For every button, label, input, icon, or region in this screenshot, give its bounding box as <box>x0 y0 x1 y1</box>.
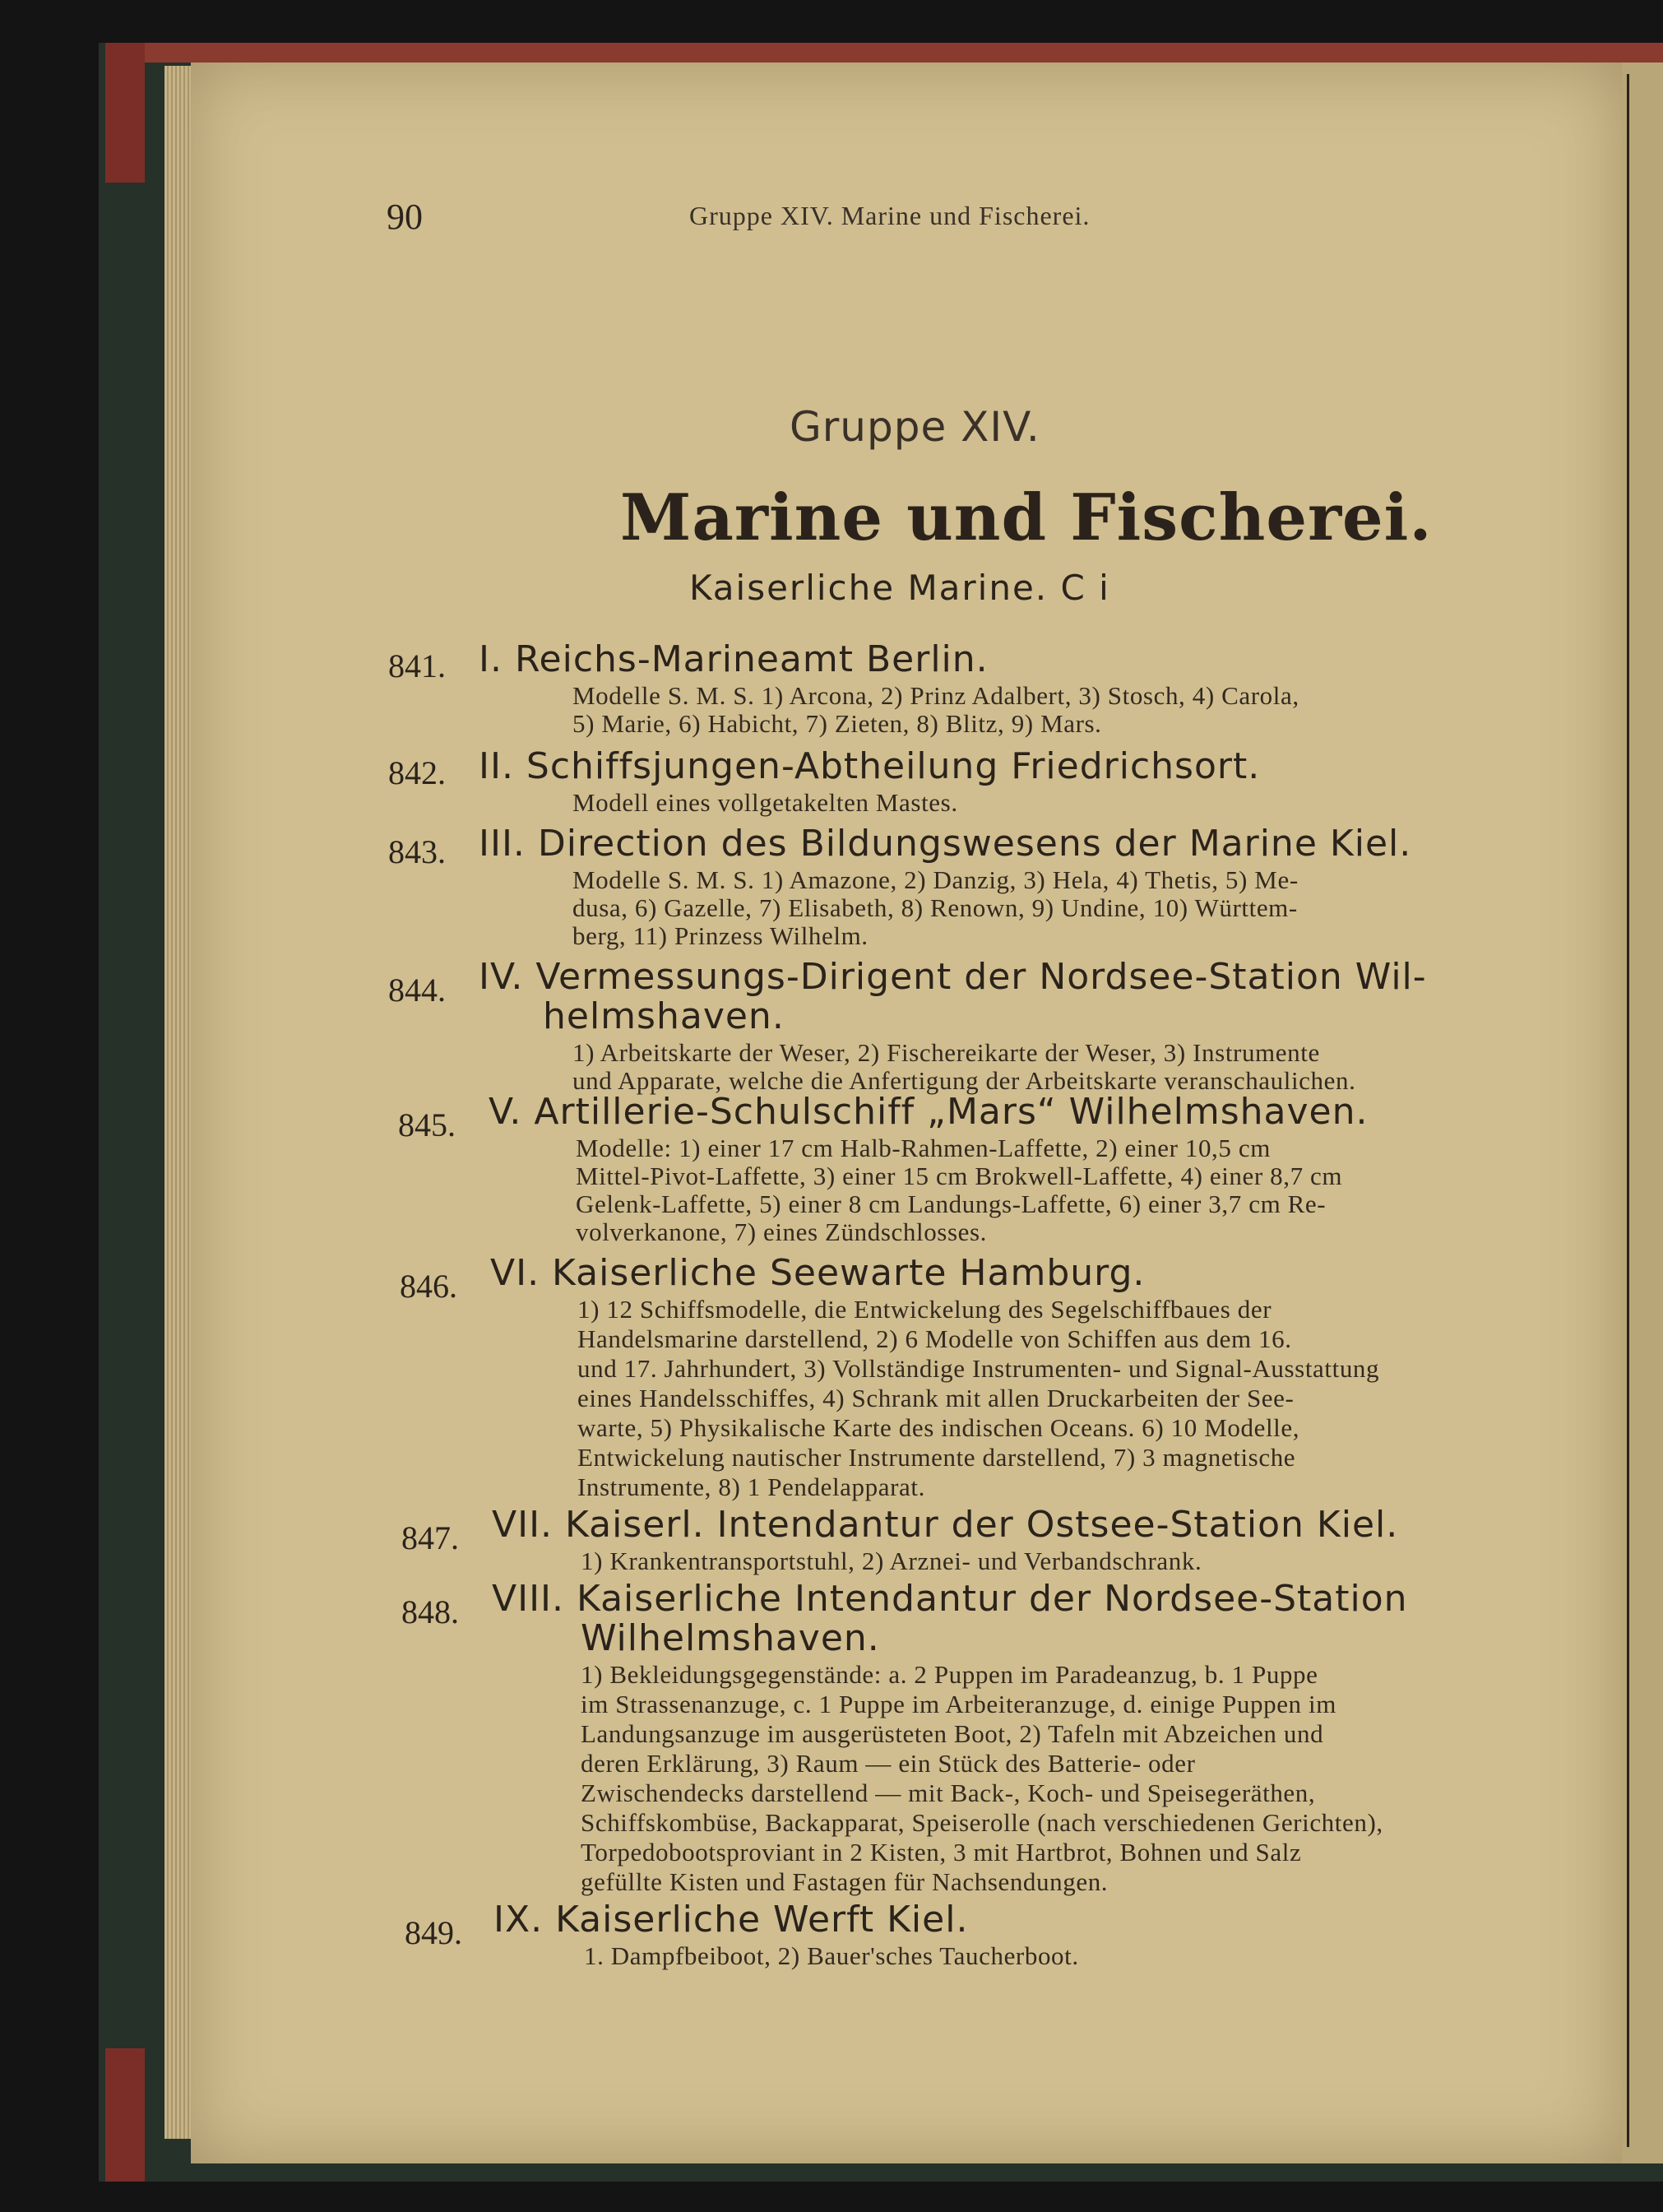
entry-line: dusa, 6) Gazelle, 7) Elisabeth, 8) Renown, 9) Undine, 10) Württem- <box>572 893 1298 922</box>
entry-line: Landungsanzuge im ausgerüsteten Boot, 2) Tafeln mit Abzeichen und <box>581 1719 1324 1748</box>
entry-number: 842. <box>388 754 446 791</box>
entry-line: 1) Bekleidungsgegenstände: a. 2 Puppen im Paradeanzug, b. 1 Puppe <box>581 1660 1318 1689</box>
entry-line: 1. Dampfbeiboot, 2) Bauer'sches Taucherboot. <box>584 1941 1079 1970</box>
entry-line: im Strassenanzuge, c. 1 Puppe im Arbeiteranzuge, d. einige Puppen im <box>581 1690 1336 1718</box>
entry-line: Gelenk-Laffette, 5) einer 8 cm Landungs-Laffette, 6) einer 3,7 cm Re- <box>576 1189 1327 1218</box>
entry-line: Torpedobootsproviant in 2 Kisten, 3 mit Hartbrot, Bohnen und Salz <box>581 1838 1302 1867</box>
entry-heading: VII. Kaiserl. Intendantur der Ostsee-Station Kiel. <box>492 1504 1399 1546</box>
entry-number: 848. <box>401 1593 459 1630</box>
entry-number: 844. <box>388 972 446 1009</box>
entry-line: Entwickelung nautischer Instrumente darstellend, 7) 3 magnetische <box>577 1443 1296 1472</box>
section-subtitle: Kaiserliche Marine. C i <box>689 568 1110 608</box>
entry-line: gefüllte Kisten und Fastagen für Nachsendungen. <box>581 1867 1109 1896</box>
entry-line: eines Handelsschiffes, 4) Schrank mit allen Druckarbeiten der See- <box>577 1384 1295 1412</box>
entry-line: volverkanone, 7) eines Zündschlosses. <box>576 1217 988 1246</box>
entry-line: 1) Arbeitskarte der Weser, 2) Fischereikarte der Weser, 3) Instrumente <box>572 1038 1320 1067</box>
entry-heading: II. Schiffsjungen-Abtheilung Friedrichsort. <box>479 745 1261 787</box>
entry-line: Zwischendecks darstellend — mit Back-, Koch- und Speisegeräthen, <box>581 1778 1316 1807</box>
entry-number: 847. <box>401 1519 459 1556</box>
entry-line: Schiffskombüse, Backapparat, Speiserolle (nach verschiedenen Gerichten), <box>581 1808 1383 1837</box>
entry-heading: VI. Kaiserliche Seewarte Hamburg. <box>490 1252 1146 1294</box>
entry-heading: IV. Vermessungs-Dirigent der Nordsee-Station Wil- <box>479 956 1427 998</box>
entry-line: Modelle S. M. S. 1) Amazone, 2) Danzig, 3) Hela, 4) Thetis, 5) Me- <box>572 865 1299 894</box>
entry-line: und 17. Jahrhundert, 3) Vollständige Instrumenten- und Signal-Ausstattung <box>577 1354 1380 1383</box>
running-title: Gruppe XIV. Marine und Fischerei. <box>689 201 1091 230</box>
entry-line: 5) Marie, 6) Habicht, 7) Zieten, 8) Blitz, 9) Mars. <box>572 709 1102 738</box>
entry-line: deren Erklärung, 3) Raum — ein Stück des Batterie- oder <box>581 1749 1196 1778</box>
entry-heading: I. Reichs-Marineamt Berlin. <box>479 638 989 680</box>
entry-line: Modelle: 1) einer 17 cm Halb-Rahmen-Laffette, 2) einer 10,5 cm <box>576 1134 1271 1162</box>
entry-line: Mittel-Pivot-Laffette, 3) einer 15 cm Brokwell-Laffette, 4) einer 8,7 cm <box>576 1162 1343 1190</box>
entry-heading-cont: helmshaven. <box>543 995 785 1037</box>
cover-top-edge <box>105 43 1663 63</box>
entry-line: 1) Krankentransportstuhl, 2) Arznei- und Verbandschrank. <box>581 1547 1202 1575</box>
entry-heading: III. Direction des Bildungswesens der Marine Kiel. <box>479 823 1412 865</box>
entry-number: 843. <box>388 833 446 870</box>
main-title: Marine und Fischerei. <box>620 480 1433 555</box>
gutter-line <box>1627 74 1629 2147</box>
entry-heading: IX. Kaiserliche Werft Kiel. <box>493 1899 969 1941</box>
spine-corner-top <box>105 43 145 183</box>
spine-corner-bottom <box>105 2048 145 2182</box>
entry-line: Modelle S. M. S. 1) Arcona, 2) Prinz Adalbert, 3) Stosch, 4) Carola, <box>572 681 1299 710</box>
entry-number: 845. <box>398 1106 456 1143</box>
entry-heading: V. Artillerie-Schulschiff „Mars“ Wilhelmshaven. <box>489 1091 1369 1133</box>
entry-line: Modell eines vollgetakelten Mastes. <box>572 788 958 817</box>
entry-line: berg, 11) Prinzess Wilhelm. <box>572 921 869 950</box>
group-label: Gruppe XIV. <box>790 403 1040 451</box>
entry-line: Handelsmarine darstellend, 2) 6 Modelle von Schiffen aus dem 16. <box>577 1324 1292 1353</box>
entry-line: Instrumente, 8) 1 Pendelapparat. <box>577 1472 925 1501</box>
entry-line: 1) 12 Schiffsmodelle, die Entwickelung des Segelschiffbaues der <box>577 1295 1272 1324</box>
entry-number: 849. <box>405 1914 462 1951</box>
entry-line: warte, 5) Physikalische Karte des indischen Oceans. 6) 10 Modelle, <box>577 1413 1300 1442</box>
entry-number: 846. <box>400 1268 457 1305</box>
entry-number: 841. <box>388 647 446 684</box>
entry-heading: VIII. Kaiserliche Intendantur der Nordsee-Station <box>492 1578 1408 1620</box>
entry-line: und Apparate, welche die Anfertigung der Arbeitskarte veranschaulichen. <box>572 1066 1356 1095</box>
page-number: 90 <box>387 197 423 237</box>
entry-heading-cont: Wilhelmshaven. <box>581 1617 880 1659</box>
